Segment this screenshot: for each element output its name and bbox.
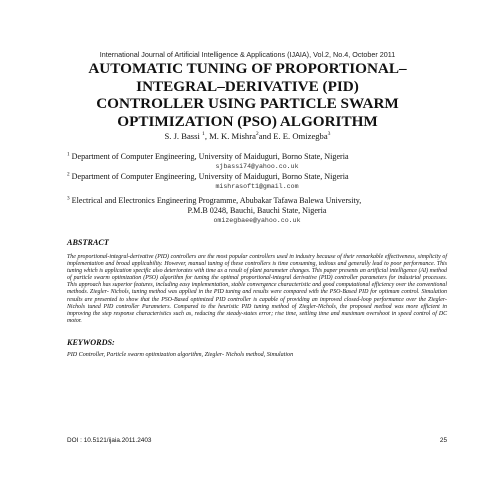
- title-line-1: AUTOMATIC TUNING OF PROPORTIONAL–: [88, 60, 407, 77]
- author-3-sup: 3: [327, 131, 331, 138]
- affiliation-3: [67, 196, 447, 225]
- title-line-2: INTEGRAL–DERIVATIVE (PID): [136, 77, 359, 95]
- author-list: [0, 131, 495, 141]
- affiliation-1: [67, 152, 447, 171]
- affiliation-1-sup: 1: [67, 151, 70, 158]
- running-head: International Journal of Artificial Intelligence & Applications (IJAIA), Vol.2, No.4, October 2011: [99, 50, 396, 59]
- author-1: S. J. Bassi: [164, 131, 200, 141]
- paper-title: [40, 60, 455, 130]
- affiliation-1-text: Department of Computer Engineering, University of Maiduguri, Borno State, Nigeria: [71, 152, 349, 161]
- affiliation-2-email[interactable]: mishrasoft1@gmail.com: [215, 183, 299, 190]
- affiliation-3-address: P.M.B 0248, Bauchi, Bauchi State, Nigeria: [187, 206, 327, 215]
- affiliation-2-sup: 2: [67, 171, 70, 178]
- affiliation-1-email[interactable]: sjbassi74@yahoo.co.uk: [215, 163, 299, 170]
- author-2-sup: 2: [255, 131, 259, 138]
- title-line-4: OPTIMIZATION (PSO) ALGORITHM: [117, 112, 378, 130]
- affiliation-3-sup: 3: [67, 195, 70, 202]
- affiliation-2-text: Department of Computer Engineering, University of Maiduguri, Borno State, Nigeria: [71, 172, 349, 181]
- affiliation-3-text: Electrical and Electronics Engineering Programme, Abubakar Tafawa Balewa University,: [71, 196, 362, 205]
- title-line-3: CONTROLLER USING PARTICLE SWARM: [96, 95, 399, 112]
- abstract-body: The proportional-integral-derivative (PID) controllers are the most popular controllers used in industry because of their remarkable effectiveness, simplicity of implementation and broad applicability. However, manual tuning of these controllers is time consuming, tedious and generally lead to poor performance. This tuning which is application specific also deteriorates with time as a result of plant parameter changes. This paper presents an artificial intelligence (AI) method of particle swarm optimization (PSO) algorithm for tuning the optimal proportional-integral derivative (PID) controller parameters for industrial processes. This approach has superior features, including easy implementation, stable convergence characteristic and good computational efficiency over the conventional methods. Ziegler- Nichols, tuning method was applied in the PID tuning and results were compared with the PSO-Based PID for optimum control. Simulation results are presented to show that the PSO-Based optimized PID controller is capable of providing an improved closed-loop performance over the Ziegler- Nichols tuned PID controller Parameters. Compared to the heuristic PID tuning method of Ziegler-Nichols, the proposed method was more efficient in improving the step response characteristics such as, reducing the steady-states error; rise time, settling time and maximum overshoot in speed control of DC motor.: [67, 254, 447, 324]
- keywords-heading: KEYWORDS:: [67, 338, 115, 347]
- author-3: and E. E. Omizegba: [258, 131, 328, 141]
- page-number: 25: [439, 437, 447, 444]
- affiliation-2: [67, 172, 447, 191]
- footer-doi[interactable]: DOI : 10.5121/ijaia.2011.2403: [67, 437, 152, 444]
- author-1-sup: 1: [202, 131, 205, 138]
- abstract-heading: ABSTRACT: [67, 238, 109, 247]
- affiliation-3-email[interactable]: omizegbaee@yahoo.co.uk: [213, 217, 301, 224]
- author-2: , M. K. Mishra: [204, 131, 256, 141]
- keywords-body: PID Controller, Particle swarm optimization algorithm, Ziegler- Nichols method, Simulation: [67, 352, 294, 358]
